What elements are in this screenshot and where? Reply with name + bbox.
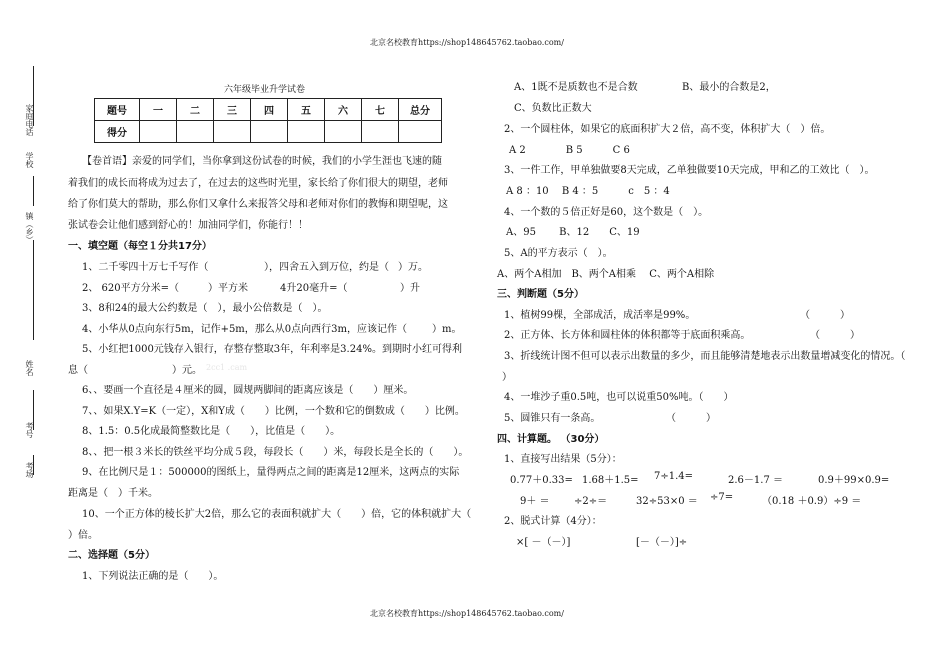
calc-item: 0.9＋99×0.9= (818, 475, 890, 486)
answer-blank: （ ） (666, 413, 716, 424)
preface-line: 着我们的成长而将成为过去了，在过去的这些时光里，家长给了你们很大的期望，老师 (68, 178, 448, 189)
calc-item: ÷2÷＝ (574, 496, 608, 507)
judge-question-3: 3、折线统计图不但可以表示出数量的多少，而且能够清楚地表示出数量增减变化的情况。（ (504, 351, 906, 362)
question-4: 4、小华从0点向东行5m，记作+5m，那么从0点向西行3m，应该记作（ (82, 324, 407, 335)
exam-title: 六年级毕业升学试卷 (224, 85, 306, 95)
side-label-name: 姓名 (25, 360, 34, 376)
choice-option: C、负数比正数大 (514, 103, 592, 114)
judge-question-5: 5、圆锥只有一条高。 (504, 413, 601, 424)
question-11-part: ）倍。 (68, 530, 98, 541)
section3-title: 三、判断题（5分） (497, 289, 584, 300)
question-1: 1、二千零四十万七千写作（ (82, 262, 209, 273)
calc-item: ÷7= (710, 492, 734, 503)
calc-question-2: 2、脱式计算（4分）： (504, 516, 602, 527)
question-3: 3、8和24的最大公约数是（ ），最小公倍数是（ ）。 (82, 303, 328, 314)
section4-title: 四、计算题。 （30分） (497, 434, 605, 445)
choice-question-4: 4、一个数的５倍正好是60，这个数是（ ）。 (504, 207, 709, 218)
question-8: 8、1.5：0.5化成最简整数比是（ ），比值是（ ）。 (82, 426, 341, 437)
score-input-cell[interactable] (177, 121, 214, 143)
calc-item: 0.77＋0.33= (510, 475, 573, 486)
side-label-exam-no: 考号 (25, 422, 34, 438)
choice-options: A、两个A相加 B、两个A相乘 C、两个A相除 (497, 269, 715, 280)
preface-line: 张试卷会让他们感到舒心的！加油同学们，你能行！！ (68, 220, 308, 231)
side-label-phone: 家庭电话 (25, 104, 34, 136)
score-cell: 一 (140, 99, 177, 121)
question-2-part: ）平方米 (208, 283, 248, 294)
question-2: 2、 620平方分米=（ (82, 283, 180, 294)
question-1-part: ），四舍五入到万位，约是（ (264, 262, 389, 273)
score-input-cell[interactable] (362, 121, 399, 143)
question-10-part: 距离是（ ）千米。 (68, 488, 158, 499)
side-label-town: 镇（乡） (25, 212, 34, 244)
binding-line (33, 176, 34, 206)
score-table-score-row (95, 121, 442, 143)
choice-question-3: 3、一件工作，甲单独做要8天完成，乙单独做要10天完成，甲和乙的工效比（ ）。 (504, 165, 875, 176)
calc-item: 2.6－1.7 ＝ (728, 475, 783, 486)
score-table (94, 98, 442, 143)
judge-question-2: 2、正方体、长方体和圆柱体的体积都等于底面积乘高。 (504, 330, 751, 341)
score-cell: 得分 (95, 121, 140, 143)
score-input-cell[interactable] (288, 121, 325, 143)
preface-line: 【卷首语】亲爱的同学们，当你拿到这份试卷的时候，我们的小学生涯也飞速的随 (82, 156, 442, 167)
score-input-cell[interactable] (399, 121, 442, 143)
choice-options: A 2 B 5 C 6 (509, 145, 630, 156)
side-label-exam-room: 考场 (25, 462, 34, 478)
calc-question-1: 1、直接写出结果（5分）： (504, 454, 622, 465)
score-cell: 二 (177, 99, 214, 121)
judge-question-3-part: ） (502, 372, 512, 383)
question-2-part: ）升 (400, 283, 420, 294)
score-input-cell[interactable] (214, 121, 251, 143)
score-cell: 七 (362, 99, 399, 121)
question-11: 10、一个正方体的棱长扩大2倍，那么它的表面积就扩大（ ）倍，它的体积就扩大（ (82, 509, 472, 520)
calc-item: 32÷53×0 ＝ (636, 496, 698, 507)
score-cell: 六 (325, 99, 362, 121)
score-input-cell[interactable] (140, 121, 177, 143)
question-2-part: 4升20毫升=（ (280, 283, 348, 294)
calc-expression: [－（－）]÷ (636, 537, 688, 548)
question-6: 6、、要画一个直径是４厘米的圆，圆规两脚间的距离应该是（ ）厘米。 (82, 385, 414, 396)
score-cell: 三 (214, 99, 251, 121)
score-cell: 五 (288, 99, 325, 121)
calc-item: 7÷1.4= (654, 471, 694, 482)
judge-question-4: 4、一堆沙子重0.5吨，也可以说重50%吨。（ ） (504, 392, 734, 403)
binding-line (33, 240, 34, 340)
score-input-cell[interactable] (251, 121, 288, 143)
calc-expression: ×[ －（－）] (516, 537, 571, 548)
score-table-header-row (95, 99, 442, 121)
score-cell: 题号 (95, 99, 140, 121)
choice-options: A 8 ：10 B 4 ：5 c 5 ：4 (506, 186, 670, 197)
choice-question-5: 5、A的平方表示（ ）。 (504, 248, 613, 259)
section1-title: 一、填空题（每空１分共17分） (68, 241, 212, 252)
watermark: 2cc1 .cam (206, 363, 248, 372)
calc-item: 1.68＋1.5= (582, 475, 639, 486)
question-5-part: ）元。 (172, 365, 202, 376)
header-url: 北京名校教育https://shop148645762.taobao.com/ (370, 38, 564, 47)
side-label-school: 学校 (25, 152, 34, 168)
choice-option: B、最小的合数是2， (682, 82, 776, 93)
choice-option: A、1既不是质数也不是合数 (514, 82, 638, 93)
question-5-part: 息（ (68, 365, 88, 376)
footer-url: 北京名校教育https://shop148645762.taobao.com/ (370, 609, 564, 618)
question-5: 5、小红把1000元钱存入银行，存整存整取3年，年利率是3.24%。到期时小红可得利 (82, 344, 462, 355)
score-input-cell[interactable] (325, 121, 362, 143)
answer-blank: （ ） (810, 330, 860, 341)
score-cell: 总分 (399, 99, 442, 121)
choice-options: A、95 B、12 C、19 (506, 227, 640, 238)
question-10: 9、在比例尺是１：500000的图纸上，量得两点之间的距离是12厘米，这两点的实际 (82, 467, 460, 478)
calc-item: （0.18 ＋0.9）÷9 ＝ (762, 496, 862, 507)
question-7: 7、、如果X.Y=K（一定），X和Y成（ ）比例，一个数和它的倒数成（ ）比例。 (82, 406, 465, 417)
question-1-part: ）万。 (398, 262, 428, 273)
choice-question-2: 2、一个圆柱体，如果它的底面积扩大２倍，高不变，体积扩大（ ）倍。 (504, 124, 831, 135)
section2-title: 二、选择题（5分） (68, 550, 155, 561)
calc-item: 9＋ ＝ (520, 496, 550, 507)
answer-blank: （ ） (800, 310, 850, 321)
preface-line: 给了你们莫大的帮助，那么你们又拿什么来报答父母和老师对你们的教悔和期望呢，这 (68, 199, 448, 210)
choice-question-1: 1、下列说法正确的是（ ）。 (82, 571, 224, 582)
score-cell: 四 (251, 99, 288, 121)
question-4-part: ）m。 (432, 324, 462, 335)
judge-question-1: 1、植树99棵，全部成活，成活率是99%。 (504, 310, 696, 321)
question-9: 8、、把一根３米长的铁丝平均分成５段，每段长（ ）米，每段长是全长的（ ）。 (82, 447, 469, 458)
